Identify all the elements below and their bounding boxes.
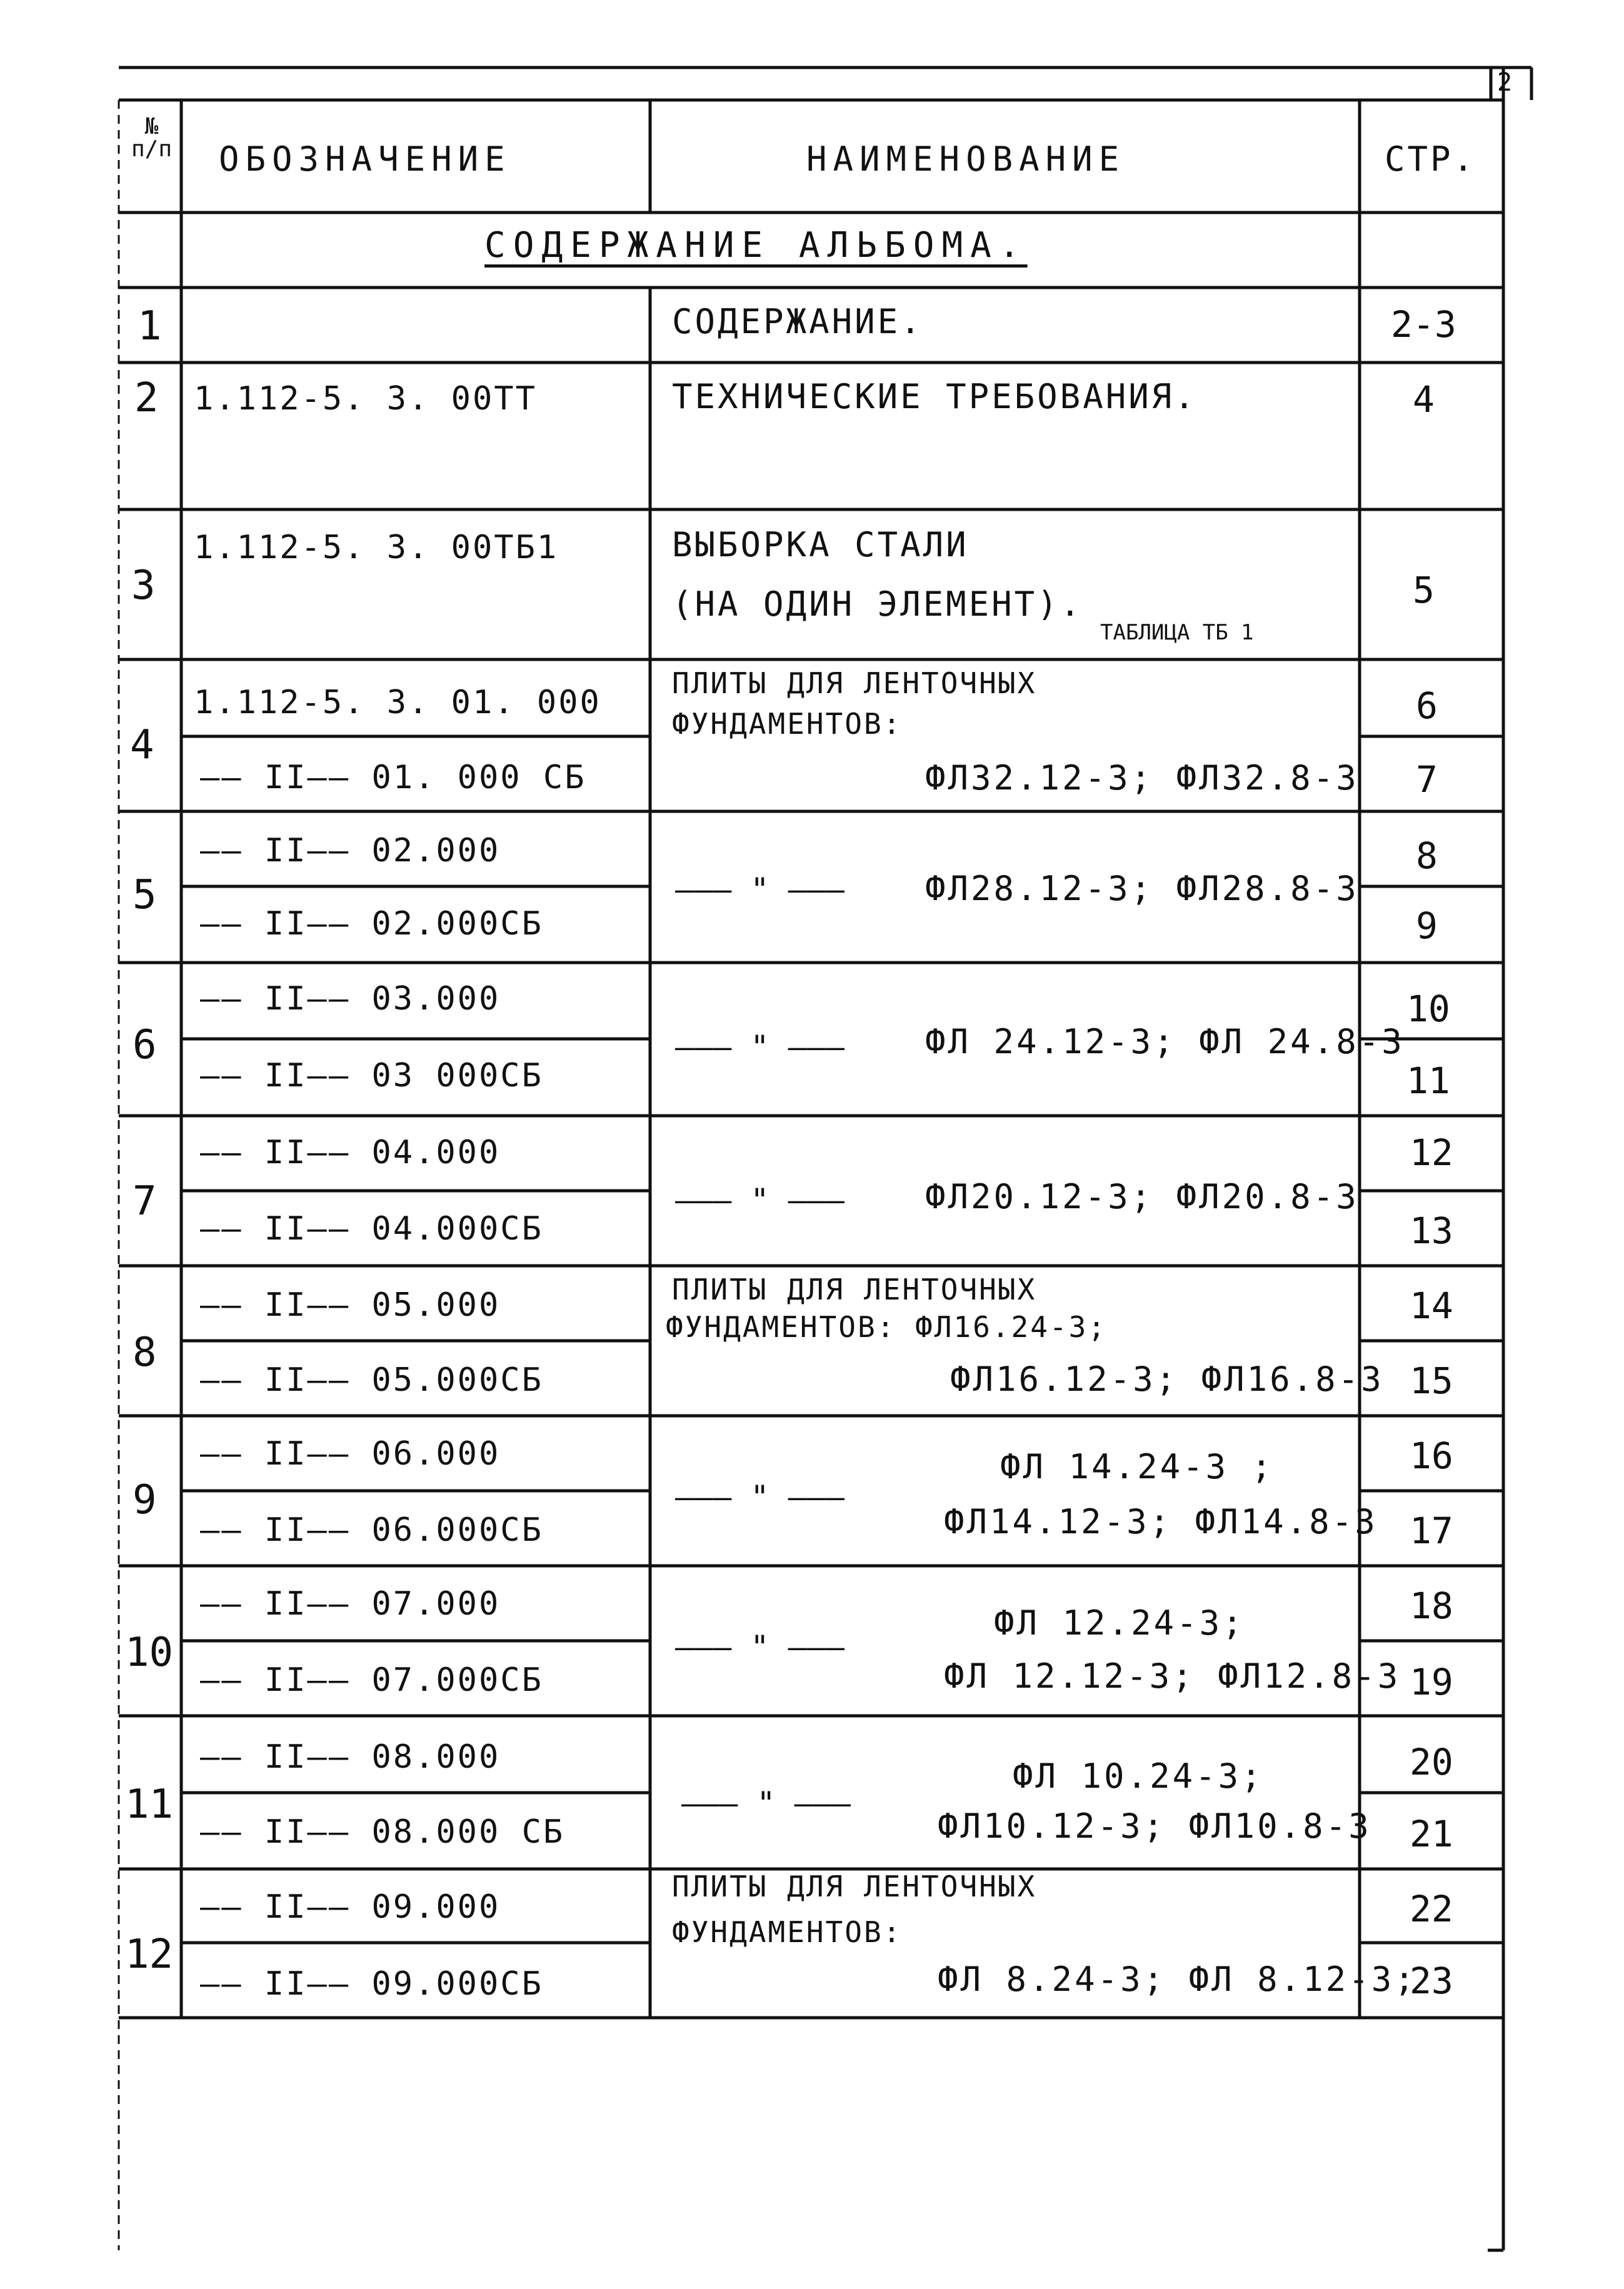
header-name: НАИМЕНОВАНИЕ (806, 139, 1126, 179)
row-name-line2: ФЛ14.12-3; ФЛ14.8-3 (944, 1502, 1378, 1541)
row-number: 5 (133, 872, 157, 918)
row-name-line1: ПЛИТЫ ДЛЯ ЛЕНТОЧНЫХ (672, 666, 1037, 700)
row-code: —— ІІ—— 03.000 (200, 980, 501, 1018)
row-code: —— ІІ—— 02.000 (200, 832, 501, 869)
ditto-mark: ——— " ——— (675, 1629, 845, 1665)
row-page: 13 (1410, 1210, 1453, 1252)
row-code: —— ІІ—— 06.000 (200, 1435, 501, 1473)
row-page: 4 (1413, 378, 1435, 421)
row-page: 10 (1406, 988, 1450, 1030)
row-name-line1: ПЛИТЫ ДЛЯ ЛЕНТОЧНЫХ (672, 1273, 1037, 1306)
row-code: —— ІІ—— 09.000СБ (200, 1965, 543, 2003)
ditto-mark: ——— " ——— (675, 1479, 845, 1515)
row-name-line3: ФЛ 8.24-3; ФЛ 8.12-3; (938, 1960, 1417, 1999)
row-page: 14 (1410, 1285, 1453, 1327)
row-name: ФЛ28.12-3; ФЛ28.8-3 (925, 869, 1359, 908)
header-page: СТР. (1385, 139, 1476, 179)
row-number: 10 (125, 1630, 174, 1676)
row-page: 8 (1416, 834, 1438, 877)
row-name-line2: ФЛ 12.12-3; ФЛ12.8-3 (944, 1656, 1401, 1696)
row-number: 2 (134, 375, 159, 421)
section-title: СОДЕРЖАНИЕ АЛЬБОМА. (484, 225, 1028, 266)
row-code: —— ІІ—— 09.000 (200, 1888, 501, 1926)
row-code: —— ІІ—— 05.000СБ (200, 1361, 543, 1399)
header-num-label: № п/п (131, 114, 173, 162)
row-number: 6 (133, 1022, 157, 1068)
row-number: 8 (133, 1330, 157, 1376)
row-name-line1: ФЛ 12.24-3; (994, 1603, 1245, 1643)
row-code: —— ІІ—— 08.000 (200, 1738, 501, 1776)
row-page: 9 (1416, 904, 1438, 947)
header-designation: ОБОЗНАЧЕНИЕ (219, 139, 511, 179)
ditto-mark: ——— " ——— (681, 1785, 851, 1821)
row-page: 20 (1410, 1741, 1453, 1783)
row-name-line1: ВЫБОРКА СТАЛИ (672, 525, 969, 564)
row-number: 7 (133, 1178, 157, 1225)
sheet-number: 2 (1497, 68, 1513, 97)
row-name-line2: ФЛ10.12-3; ФЛ10.8-3 (938, 1806, 1371, 1846)
row-name-line1: ФЛ 10.24-3; (1013, 1756, 1264, 1796)
row-name-line2: (НА ОДИН ЭЛЕМЕНТ). (672, 584, 1083, 624)
row-page: 11 (1406, 1059, 1450, 1102)
row-name-line1: ФЛ 14.24-3 ; (1000, 1447, 1275, 1486)
row-code: —— ІІ—— 05.000 (200, 1286, 501, 1324)
row-page: 19 (1410, 1661, 1453, 1703)
row-code: —— ІІ—— 04.000СБ (200, 1210, 543, 1248)
row-number: 3 (131, 563, 156, 609)
ditto-mark: ——— " ——— (675, 1029, 845, 1065)
row-name-line3: ФЛ32.12-3; ФЛ32.8-3 (925, 758, 1359, 798)
row-number: 4 (130, 722, 154, 768)
row-name-line2: ФУНДАМЕНТОВ: (672, 1915, 903, 1949)
row-name: ТЕХНИЧЕСКИЕ ТРЕБОВАНИЯ. (672, 377, 1197, 416)
row-number: 1 (138, 303, 162, 349)
row-code: 1.112-5. 3. 01. 000 (194, 684, 601, 721)
row-code: —— ІІ—— 07.000СБ (200, 1661, 543, 1699)
row-code: —— ІІ—— 08.000 СБ (200, 1813, 565, 1851)
row-page: 7 (1416, 758, 1438, 801)
row-page: 12 (1410, 1131, 1453, 1174)
row-name-line1: ПЛИТЫ ДЛЯ ЛЕНТОЧНЫХ (672, 1870, 1037, 1903)
row-name-line3: ФЛ16.12-3; ФЛ16.8-3 (950, 1360, 1384, 1399)
row-code: —— ІІ—— 06.000СБ (200, 1511, 543, 1549)
row-number: 12 (125, 1931, 174, 1978)
row-page: 6 (1416, 684, 1438, 727)
row-page: 23 (1410, 1960, 1453, 2002)
row-code: —— ІІ—— 03 000СБ (200, 1057, 543, 1094)
row-page: 18 (1410, 1585, 1453, 1627)
row-code: 1.112-5. 3. 00ТТ (194, 380, 537, 418)
row-code: —— ІІ—— 07.000 (200, 1585, 501, 1623)
row-code: 1.112-5. 3. 00ТБ1 (194, 529, 559, 566)
row-code: —— ІІ—— 01. 000 СБ (200, 759, 586, 796)
row-name-line2: ФУНДАМЕНТОВ: ФЛ16.24-3; (666, 1310, 1107, 1344)
row-page: 22 (1410, 1888, 1453, 1930)
row-page: 17 (1410, 1510, 1453, 1552)
ditto-mark: ——— " ——— (675, 871, 845, 908)
row-code: —— ІІ—— 04.000 (200, 1134, 501, 1171)
row-name-line2: ФУНДАМЕНТОВ: (672, 707, 903, 741)
row-code: —— ІІ—— 02.000СБ (200, 905, 543, 943)
row-page: 21 (1410, 1813, 1453, 1855)
row-page: 15 (1410, 1360, 1453, 1402)
row-number: 9 (133, 1477, 157, 1523)
row-name: ФЛ20.12-3; ФЛ20.8-3 (925, 1177, 1359, 1216)
ditto-mark: ——— " ——— (675, 1182, 845, 1218)
row-note: ТАБЛИЦА ТБ 1 (1100, 620, 1254, 645)
row-page: 5 (1413, 569, 1435, 611)
row-name: СОДЕРЖАНИЕ. (672, 302, 923, 341)
row-page: 2-3 (1391, 303, 1456, 346)
row-page: 16 (1410, 1435, 1453, 1477)
row-number: 11 (125, 1781, 174, 1828)
row-name: ФЛ 24.12-3; ФЛ 24.8-3 (925, 1022, 1405, 1061)
